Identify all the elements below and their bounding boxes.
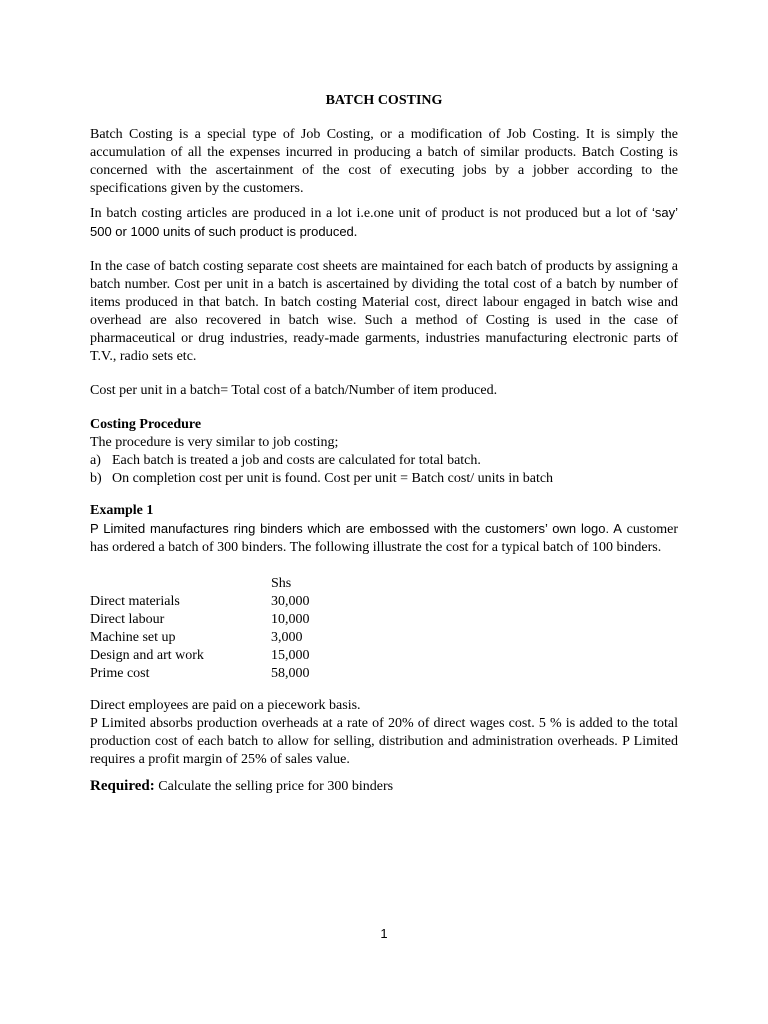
lot-text-a: In batch costing articles are produced in a lot i.e.one unit of product is not produced but a lot of xyxy=(90,206,652,221)
list-marker: a) xyxy=(90,453,101,468)
procedure-lead: The procedure is very similar to job costing; xyxy=(90,435,339,450)
cost-value: 3,000 xyxy=(271,630,303,645)
lot-text-c: . xyxy=(353,225,358,240)
list-item-text: Each batch is treated a job and costs are calculated for total batch. xyxy=(112,453,481,468)
table-header-row xyxy=(90,575,310,593)
example-text-b: customer has ordered a batch of 300 binders. The following illustrate the cost for a typical batch of 100 binders. xyxy=(90,522,678,555)
table-row xyxy=(90,665,310,683)
procedure-list xyxy=(90,452,678,488)
example-heading: Example 1 xyxy=(90,503,154,518)
document-page xyxy=(90,92,678,796)
note-piecework: Direct employees are paid on a piecework basis. xyxy=(90,698,361,713)
intro-paragraph: Batch Costing is a special type of Job Costing, or a modification of Job Costing. It is simply the accumulation of all the expenses incurred in producing a batch of similar products. Batch Costing is concerned with the ascertainment of the cost of executing jobs by a jobber according to the specifications given by the customers. xyxy=(90,127,678,196)
cost-label: Direct materials xyxy=(90,594,180,609)
cost-label: Design and art work xyxy=(90,648,204,663)
cost-value: 15,000 xyxy=(271,648,310,663)
page-number: 1 xyxy=(380,926,388,941)
cost-value: 58,000 xyxy=(271,666,310,681)
table-row xyxy=(90,593,310,611)
procedure-section xyxy=(90,416,678,488)
required-label: Required: xyxy=(90,778,155,794)
note-overheads: P Limited absorbs production overheads at a rate of 20% of direct wages cost. 5 % is added to the total production cost of each batch to allow for selling, distribution and administration overheads. P Limited requires a profit margin of 25% of sales value. xyxy=(90,716,678,767)
currency-header: Shs xyxy=(271,576,292,591)
list-marker: b) xyxy=(90,471,102,486)
cost-label: Machine set up xyxy=(90,630,176,645)
table-row xyxy=(90,611,310,629)
required-text: Calculate the selling price for 300 binders xyxy=(154,779,394,794)
cost-label: Prime cost xyxy=(90,666,150,681)
procedure-heading: Costing Procedure xyxy=(90,417,202,432)
cost-label: Direct labour xyxy=(90,612,165,627)
list-item xyxy=(90,470,678,488)
required-line xyxy=(90,777,678,796)
formula-paragraph: Cost per unit in a batch= Total cost of a batch/Number of item produced. xyxy=(90,383,498,398)
cost-table xyxy=(90,575,310,683)
cost-value: 10,000 xyxy=(271,612,310,627)
table-row xyxy=(90,647,310,665)
list-item-text: On completion cost per unit is found. Cost per unit = Batch cost/ units in batch xyxy=(112,471,554,486)
cost-value: 30,000 xyxy=(271,594,310,609)
example-text-a: P Limited manufactures ring binders which are embossed with the customers’ own logo. A xyxy=(90,521,622,536)
list-item xyxy=(90,452,678,470)
separate-sheets-paragraph: In the case of batch costing separate cost sheets are maintained for each batch of products by assigning a batch number. Cost per unit in a batch is ascertained by dividing the total cost of a batch by number of items produced in that batch. In batch costing Material cost, direct labour engaged in batch wise and overhead are also recovered in batch wise. Such a method of Costing is used in the case of pharmaceutical or drug industries, ready-made garments, industries manufacturing electronic parts of T.V., radio sets etc. xyxy=(90,259,678,364)
lot-paragraph xyxy=(90,204,678,242)
example-paragraph xyxy=(90,520,678,557)
document-title: BATCH COSTING xyxy=(325,93,443,108)
table-row xyxy=(90,629,310,647)
lot-text-b: ‘say’ 500 or 1000 units of such product is produced xyxy=(90,205,678,239)
